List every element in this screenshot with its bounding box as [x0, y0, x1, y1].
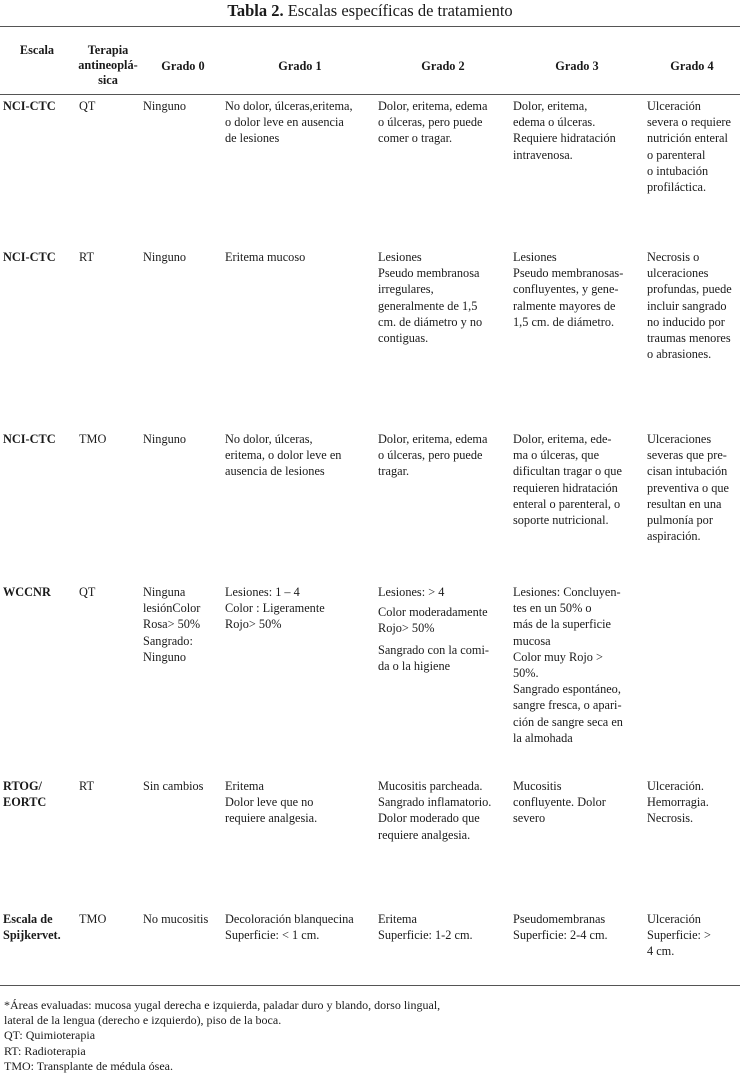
- row6-terapia: TMO: [79, 912, 107, 926]
- row3-grado3: Dolor, eritema, ede- ma o úlceras, que dificultan tragar o que requieren hidratación enteral o parenteral, o soporte nutricional.: [513, 432, 622, 528]
- row5-escala: RTOG/ EORTC: [3, 779, 47, 810]
- row1-terapia: QT: [79, 99, 96, 113]
- header-grado3: Grado 3: [555, 59, 599, 73]
- row4-grado0: Ninguna lesiónColor Rosa> 50% Sangrado: Ninguno: [143, 585, 201, 664]
- row6-grado1: Decoloración blanquecina Superficie: < 1 cm.: [225, 912, 354, 943]
- row3-grado0: Ninguno: [143, 432, 187, 446]
- table-title: [0, 0, 740, 22]
- row6-grado2: Eritema Superficie: 1-2 cm.: [378, 912, 473, 943]
- row2-grado2: Lesiones Pseudo membranosa irregulares, generalmente de 1,5 cm. de diámetro y no contiguas.: [378, 250, 483, 346]
- row2-grado0: Ninguno: [143, 250, 187, 264]
- row5-grado2: Mucositis parcheada. Sangrado inflamatorio. Dolor moderado que requiere analgesia.: [378, 779, 492, 842]
- row6-grado0: No mucositis: [143, 912, 209, 926]
- header-escala: Escala: [19, 43, 55, 57]
- row5-grado1: Eritema Dolor leve que no requiere analgesia.: [225, 779, 318, 826]
- row4-grado3: Lesiones: Concluyen- tes en un 50% o más de la superficie mucosa Color muy Rojo > 50%. Sangrado espontáneo, sangre fresca, o apari- ción de sangre seca en la almohada: [513, 585, 623, 745]
- row4-terapia: QT: [79, 585, 96, 599]
- row2-terapia: RT: [79, 250, 94, 264]
- row1-grado3: Dolor, eritema, edema o úlceras. Requiere hidratación intravenosa.: [513, 99, 616, 162]
- row3-grado4: Ulceraciones severas que pre- cisan intubación preventiva o que resultan en una pulmonía por aspiración.: [647, 432, 729, 544]
- bottom-rule: [0, 985, 740, 986]
- row4-grado1: Lesiones: 1 – 4 Color : Ligeramente Rojo> 50%: [225, 585, 325, 632]
- header-grado4: Grado 4: [670, 59, 714, 73]
- row3-grado2: Dolor, eritema, edema o úlceras, pero puede tragar.: [378, 432, 488, 479]
- row6-escala: Escala de Spijkervet.: [3, 912, 61, 943]
- row2-grado3: Lesiones Pseudo membranosas- confluyentes, y gene- ralmente mayores de 1,5 cm. de diámetro.: [513, 250, 624, 329]
- header-terapia: Terapia antineoplá- sica: [78, 43, 138, 87]
- row6-grado4: Ulceración Superficie: > 4 cm.: [647, 912, 711, 959]
- row5-terapia: RT: [79, 779, 94, 793]
- row2-grado1: Eritema mucoso: [225, 250, 306, 264]
- row5-grado4: Ulceración. Hemorragia. Necrosis.: [647, 779, 709, 826]
- row1-grado0: Ninguno: [143, 99, 187, 113]
- header-grado2: Grado 2: [421, 59, 465, 73]
- row2-escala: NCI-CTC: [3, 250, 56, 264]
- header-grado0: Grado 0: [161, 59, 205, 73]
- row5-grado0: Sin cambios: [143, 779, 204, 793]
- row3-escala: NCI-CTC: [3, 432, 56, 446]
- row3-grado1: No dolor, úlceras, eritema, o dolor leve en ausencia de lesiones: [225, 432, 342, 479]
- row4-grado2-sangrado: Sangrado con la comi- da o la higiene: [378, 643, 489, 674]
- row5-grado3: Mucositis confluyente. Dolor severo: [513, 779, 606, 826]
- table-footnotes: *Áreas evaluadas: mucosa yugal derecha e izquierda, paladar duro y blando, dorso lingual, lateral de la lengua (derecho e izquierdo), piso de la boca. QT: Quimioterapia RT: Radioterapia TMO: Transplante de médula ósea.: [4, 998, 441, 1073]
- row4-grado2-lesiones: Lesiones: > 4: [378, 585, 445, 599]
- header-rule: [0, 94, 740, 95]
- row1-grado2: Dolor, eritema, edema o úlceras, pero puede comer o tragar.: [378, 99, 488, 146]
- top-rule: [0, 26, 740, 27]
- row6-grado3: Pseudomembranas Superficie: 2-4 cm.: [513, 912, 608, 943]
- row4-grado2-color: Color moderadamente Rojo> 50%: [378, 605, 488, 636]
- row1-grado4: Ulceración severa o requiere nutrición enteral o parenteral o intubación profiláctica.: [647, 99, 731, 195]
- table-caption: Escalas específicas de tratamiento: [283, 1, 513, 20]
- table-number: Tabla 2.: [227, 1, 284, 20]
- row3-terapia: TMO: [79, 432, 107, 446]
- row1-grado1: No dolor, úlceras,eritema, o dolor leve en ausencia de lesiones: [225, 99, 353, 146]
- header-grado1: Grado 1: [278, 59, 322, 73]
- row4-escala: WCCNR: [3, 585, 51, 599]
- row1-escala: NCI-CTC: [3, 99, 56, 113]
- row2-grado4: Necrosis o ulceraciones profundas, puede incluir sangrado no inducido por traumas menores o abrasiones.: [647, 250, 732, 362]
